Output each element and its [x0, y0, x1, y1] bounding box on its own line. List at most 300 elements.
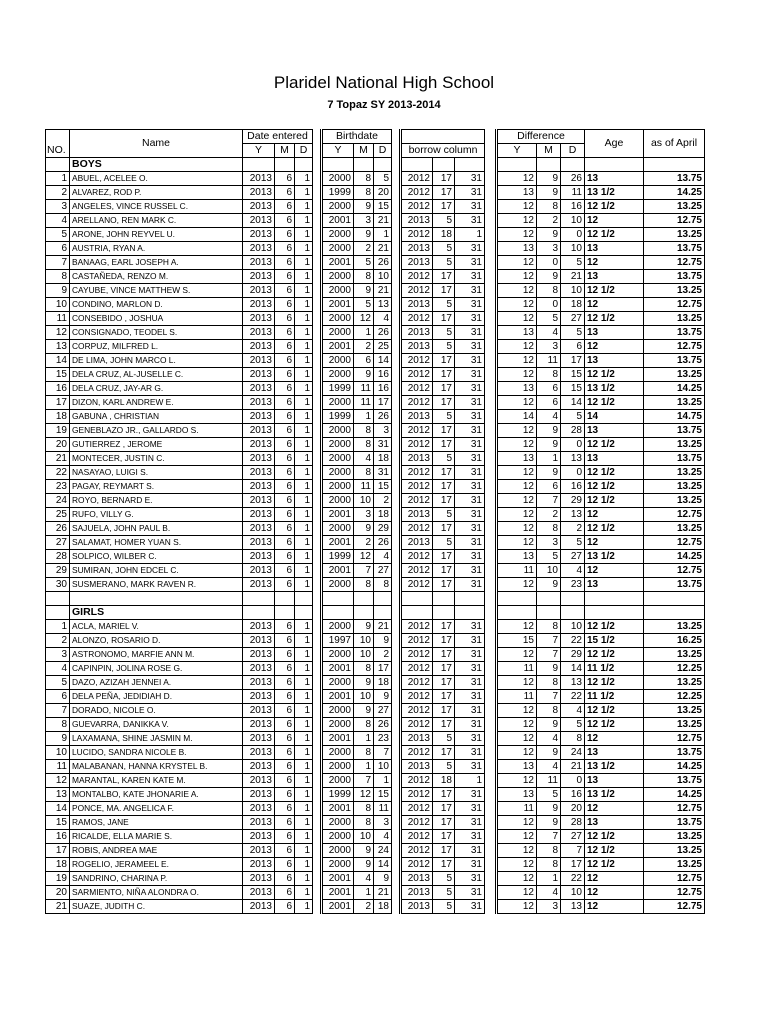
age-as-of-april: 12.25 — [644, 689, 705, 703]
age-value: 13 — [585, 578, 644, 592]
borrow-year: 2012 — [401, 675, 433, 689]
age-value: 13 — [585, 773, 644, 787]
borrow-year: 2012 — [401, 773, 433, 787]
borrow-year: 2012 — [401, 270, 433, 284]
student-name: SANDRINO, CHARINA P. — [70, 871, 243, 885]
age-as-of-april: 13.25 — [644, 619, 705, 633]
borrow-day: 31 — [455, 745, 485, 759]
borrow-month: 17 — [433, 480, 455, 494]
borrow-year: 2012 — [401, 480, 433, 494]
borrow-day: 31 — [455, 829, 485, 843]
age-as-of-april: 13.25 — [644, 200, 705, 214]
student-name: MALABANAN, HANNA KRYSTEL B. — [70, 759, 243, 773]
borrow-day: 31 — [455, 536, 485, 550]
birth-month: 3 — [354, 508, 374, 522]
birth-month: 8 — [354, 745, 374, 759]
age-as-of-april: 14.25 — [644, 787, 705, 801]
birth-month: 8 — [354, 578, 374, 592]
age-as-of-april: 13.25 — [644, 480, 705, 494]
birth-month: 2 — [354, 340, 374, 354]
birth-year: 2000 — [322, 745, 354, 759]
entered-month: 6 — [275, 675, 295, 689]
student-row — [46, 871, 705, 885]
row-number: 23 — [46, 480, 70, 494]
entered-month: 6 — [275, 619, 295, 633]
entered-month: 6 — [275, 270, 295, 284]
entered-day: 1 — [295, 745, 313, 759]
borrow-day: 31 — [455, 172, 485, 186]
row-number: 27 — [46, 536, 70, 550]
birth-month: 1 — [354, 326, 374, 340]
borrow-month: 5 — [433, 536, 455, 550]
borrow-month: 17 — [433, 857, 455, 871]
entered-month: 6 — [275, 340, 295, 354]
birth-month: 8 — [354, 717, 374, 731]
age-value: 13 — [585, 326, 644, 340]
entered-month: 6 — [275, 368, 295, 382]
diff-month: 7 — [537, 829, 561, 843]
birth-year: 2000 — [322, 829, 354, 843]
diff-year: 13 — [497, 452, 537, 466]
borrow-year: 2012 — [401, 438, 433, 452]
header-m: M — [354, 144, 374, 158]
diff-month: 7 — [537, 633, 561, 647]
age-value: 12 1/2 — [585, 228, 644, 242]
diff-year: 13 — [497, 186, 537, 200]
birth-day: 5 — [374, 172, 392, 186]
birth-year: 2000 — [322, 452, 354, 466]
diff-month: 1 — [537, 452, 561, 466]
entered-year: 2013 — [243, 354, 275, 368]
birth-year: 2000 — [322, 368, 354, 382]
entered-year: 2013 — [243, 885, 275, 899]
entered-year: 2013 — [243, 871, 275, 885]
age-value: 13 1/2 — [585, 382, 644, 396]
diff-year: 12 — [497, 354, 537, 368]
entered-month: 6 — [275, 689, 295, 703]
diff-year: 13 — [497, 242, 537, 256]
entered-month: 6 — [275, 354, 295, 368]
row-number: 7 — [46, 256, 70, 270]
entered-year: 2013 — [243, 578, 275, 592]
age-as-of-april: 13.25 — [644, 717, 705, 731]
entered-year: 2013 — [243, 494, 275, 508]
borrow-month: 17 — [433, 466, 455, 480]
entered-month: 6 — [275, 298, 295, 312]
age-value: 12 1/2 — [585, 843, 644, 857]
birth-month: 2 — [354, 899, 374, 913]
diff-month: 4 — [537, 410, 561, 424]
borrow-month: 17 — [433, 382, 455, 396]
entered-month: 6 — [275, 466, 295, 480]
entered-month: 6 — [275, 731, 295, 745]
entered-year: 2013 — [243, 564, 275, 578]
diff-day: 17 — [561, 857, 585, 871]
borrow-day: 31 — [455, 256, 485, 270]
entered-day: 1 — [295, 508, 313, 522]
borrow-day: 31 — [455, 871, 485, 885]
entered-day: 1 — [295, 522, 313, 536]
birth-year: 2000 — [322, 522, 354, 536]
borrow-month: 5 — [433, 242, 455, 256]
student-row — [46, 298, 705, 312]
birth-year: 1999 — [322, 787, 354, 801]
entered-month: 6 — [275, 815, 295, 829]
diff-year: 13 — [497, 326, 537, 340]
borrow-day: 31 — [455, 382, 485, 396]
birth-day: 26 — [374, 256, 392, 270]
borrow-day: 31 — [455, 438, 485, 452]
entered-year: 2013 — [243, 633, 275, 647]
age-as-of-april: 12.75 — [644, 564, 705, 578]
student-row — [46, 382, 705, 396]
entered-year: 2013 — [243, 312, 275, 326]
borrow-month: 5 — [433, 508, 455, 522]
entered-year: 2013 — [243, 242, 275, 256]
diff-year: 12 — [497, 424, 537, 438]
borrow-month: 17 — [433, 689, 455, 703]
student-row — [46, 647, 705, 661]
entered-month: 6 — [275, 871, 295, 885]
student-row — [46, 633, 705, 647]
diff-month: 9 — [537, 815, 561, 829]
birth-month: 12 — [354, 550, 374, 564]
student-name: ABUEL, ACELEE O. — [70, 172, 243, 186]
header-y: Y — [322, 144, 354, 158]
entered-day: 1 — [295, 661, 313, 675]
entered-year: 2013 — [243, 410, 275, 424]
diff-month: 9 — [537, 578, 561, 592]
row-number: 12 — [46, 326, 70, 340]
diff-month: 9 — [537, 172, 561, 186]
diff-year: 12 — [497, 843, 537, 857]
borrow-year: 2012 — [401, 857, 433, 871]
borrow-day: 31 — [455, 424, 485, 438]
diff-day: 28 — [561, 815, 585, 829]
birth-year: 2000 — [322, 480, 354, 494]
birth-month: 3 — [354, 214, 374, 228]
student-name: DELA CRUZ, JAY-AR G. — [70, 382, 243, 396]
entered-month: 6 — [275, 424, 295, 438]
entered-day: 1 — [295, 494, 313, 508]
birth-year: 2001 — [322, 871, 354, 885]
entered-year: 2013 — [243, 326, 275, 340]
age-as-of-april: 12.75 — [644, 801, 705, 815]
age-value: 14 — [585, 410, 644, 424]
entered-year: 2013 — [243, 759, 275, 773]
age-value: 12 1/2 — [585, 703, 644, 717]
birth-day: 14 — [374, 857, 392, 871]
birth-month: 4 — [354, 871, 374, 885]
diff-day: 5 — [561, 717, 585, 731]
student-name: SAJUELA, JOHN PAUL B. — [70, 522, 243, 536]
age-value: 12 1/2 — [585, 619, 644, 633]
entered-day: 1 — [295, 326, 313, 340]
entered-day: 1 — [295, 619, 313, 633]
birth-year: 2001 — [322, 731, 354, 745]
birth-month: 9 — [354, 843, 374, 857]
diff-year: 12 — [497, 396, 537, 410]
borrow-day: 31 — [455, 410, 485, 424]
borrow-month: 5 — [433, 256, 455, 270]
student-name: LAXAMANA, SHINE JASMIN M. — [70, 731, 243, 745]
row-number: 1 — [46, 619, 70, 633]
borrow-day: 1 — [455, 773, 485, 787]
diff-day: 13 — [561, 899, 585, 913]
borrow-month: 17 — [433, 717, 455, 731]
row-number: 3 — [46, 200, 70, 214]
birth-month: 4 — [354, 452, 374, 466]
birth-month: 8 — [354, 270, 374, 284]
entered-day: 1 — [295, 382, 313, 396]
section-label: GIRLS — [70, 605, 243, 619]
borrow-year: 2013 — [401, 410, 433, 424]
borrow-day: 31 — [455, 494, 485, 508]
borrow-day: 31 — [455, 550, 485, 564]
diff-year: 12 — [497, 745, 537, 759]
borrow-year: 2012 — [401, 647, 433, 661]
entered-day: 1 — [295, 815, 313, 829]
student-name: ALONZO, ROSARIO D. — [70, 633, 243, 647]
student-name: CORPUZ, MILFRED L. — [70, 340, 243, 354]
borrow-month: 5 — [433, 340, 455, 354]
diff-month: 7 — [537, 689, 561, 703]
diff-month: 3 — [537, 340, 561, 354]
row-number: 4 — [46, 214, 70, 228]
header-no: NO. — [46, 130, 70, 158]
borrow-month: 5 — [433, 759, 455, 773]
diff-year: 12 — [497, 619, 537, 633]
entered-day: 1 — [295, 186, 313, 200]
entered-year: 2013 — [243, 787, 275, 801]
borrow-year: 2012 — [401, 717, 433, 731]
birth-month: 8 — [354, 661, 374, 675]
entered-day: 1 — [295, 256, 313, 270]
birth-day: 14 — [374, 354, 392, 368]
diff-year: 12 — [497, 815, 537, 829]
birth-day: 11 — [374, 801, 392, 815]
borrow-year: 2012 — [401, 494, 433, 508]
birth-month: 8 — [354, 172, 374, 186]
borrow-day: 31 — [455, 522, 485, 536]
birth-month: 1 — [354, 759, 374, 773]
student-name: DIZON, KARL ANDREW E. — [70, 396, 243, 410]
entered-month: 6 — [275, 578, 295, 592]
age-value: 13 — [585, 172, 644, 186]
birth-year: 2000 — [322, 270, 354, 284]
diff-day: 13 — [561, 508, 585, 522]
borrow-month: 5 — [433, 214, 455, 228]
diff-year: 13 — [497, 759, 537, 773]
borrow-year: 2013 — [401, 871, 433, 885]
diff-year: 12 — [497, 578, 537, 592]
birth-day: 18 — [374, 508, 392, 522]
borrow-month: 17 — [433, 312, 455, 326]
birth-day: 31 — [374, 466, 392, 480]
borrow-month: 17 — [433, 801, 455, 815]
header-d: D — [295, 144, 313, 158]
borrow-year: 2013 — [401, 885, 433, 899]
student-row — [46, 829, 705, 843]
borrow-day: 31 — [455, 270, 485, 284]
diff-year: 13 — [497, 550, 537, 564]
diff-day: 16 — [561, 200, 585, 214]
birth-month: 8 — [354, 801, 374, 815]
age-value: 13 — [585, 815, 644, 829]
diff-month: 6 — [537, 382, 561, 396]
borrow-month: 17 — [433, 619, 455, 633]
age-value: 12 1/2 — [585, 466, 644, 480]
birth-day: 21 — [374, 214, 392, 228]
borrow-day: 31 — [455, 815, 485, 829]
diff-year: 12 — [497, 731, 537, 745]
section-header-row — [46, 158, 705, 172]
birth-day: 21 — [374, 242, 392, 256]
row-number: 15 — [46, 368, 70, 382]
borrow-year: 2012 — [401, 815, 433, 829]
diff-day: 10 — [561, 885, 585, 899]
birth-day: 26 — [374, 536, 392, 550]
diff-day: 29 — [561, 494, 585, 508]
entered-month: 6 — [275, 787, 295, 801]
entered-year: 2013 — [243, 731, 275, 745]
borrow-year: 2012 — [401, 661, 433, 675]
student-row — [46, 354, 705, 368]
student-name: LUCIDO, SANDRA NICOLE B. — [70, 745, 243, 759]
birth-day: 20 — [374, 186, 392, 200]
row-number: 11 — [46, 759, 70, 773]
diff-year: 12 — [497, 480, 537, 494]
row-number: 2 — [46, 186, 70, 200]
student-name: MONTALBO, KATE JHONARIE A. — [70, 787, 243, 801]
diff-year: 12 — [497, 829, 537, 843]
section-label: BOYS — [70, 158, 243, 172]
birth-year: 2001 — [322, 801, 354, 815]
diff-day: 28 — [561, 424, 585, 438]
birth-month: 8 — [354, 815, 374, 829]
diff-month: 9 — [537, 661, 561, 675]
header-y: Y — [497, 144, 537, 158]
entered-month: 6 — [275, 661, 295, 675]
student-name: DELA CRUZ, AL-JUSELLE C. — [70, 368, 243, 382]
age-value: 12 1/2 — [585, 396, 644, 410]
entered-day: 1 — [295, 466, 313, 480]
age-value: 12 1/2 — [585, 312, 644, 326]
age-value: 13 1/2 — [585, 787, 644, 801]
birth-year: 1999 — [322, 410, 354, 424]
borrow-day: 31 — [455, 466, 485, 480]
row-number: 16 — [46, 829, 70, 843]
age-as-of-april: 13.75 — [644, 270, 705, 284]
student-name: GUEVARRA, DANIKKA V. — [70, 717, 243, 731]
borrow-day: 31 — [455, 312, 485, 326]
entered-month: 6 — [275, 647, 295, 661]
borrow-year: 2013 — [401, 759, 433, 773]
diff-month: 11 — [537, 773, 561, 787]
age-as-of-april: 12.75 — [644, 536, 705, 550]
entered-month: 6 — [275, 214, 295, 228]
birth-day: 17 — [374, 661, 392, 675]
diff-month: 9 — [537, 745, 561, 759]
student-name: SUAZE, JUDITH C. — [70, 899, 243, 913]
age-value: 12 1/2 — [585, 717, 644, 731]
birth-day: 18 — [374, 675, 392, 689]
row-number: 21 — [46, 452, 70, 466]
student-name: GENEBLAZO JR., GALLARDO S. — [70, 424, 243, 438]
age-value: 12 — [585, 256, 644, 270]
borrow-day: 31 — [455, 899, 485, 913]
entered-day: 1 — [295, 689, 313, 703]
birth-year: 2000 — [322, 242, 354, 256]
borrow-year: 2012 — [401, 619, 433, 633]
borrow-day: 31 — [455, 200, 485, 214]
birth-year: 2001 — [322, 340, 354, 354]
diff-month: 8 — [537, 843, 561, 857]
age-as-of-april: 13.75 — [644, 815, 705, 829]
row-number: 7 — [46, 703, 70, 717]
birth-month: 10 — [354, 647, 374, 661]
entered-month: 6 — [275, 801, 295, 815]
entered-day: 1 — [295, 647, 313, 661]
entered-month: 6 — [275, 382, 295, 396]
diff-day: 14 — [561, 661, 585, 675]
birth-day: 25 — [374, 340, 392, 354]
entered-day: 1 — [295, 731, 313, 745]
age-as-of-april: 14.25 — [644, 186, 705, 200]
student-name: ARONE, JOHN REYVEL U. — [70, 228, 243, 242]
diff-year: 12 — [497, 438, 537, 452]
birth-day: 18 — [374, 452, 392, 466]
borrow-day: 31 — [455, 284, 485, 298]
entered-day: 1 — [295, 228, 313, 242]
age-value: 12 1/2 — [585, 857, 644, 871]
diff-year: 11 — [497, 661, 537, 675]
age-as-of-april: 12.75 — [644, 256, 705, 270]
diff-day: 22 — [561, 871, 585, 885]
age-as-of-april: 12.75 — [644, 508, 705, 522]
diff-year: 12 — [497, 508, 537, 522]
age-as-of-april: 13.75 — [644, 326, 705, 340]
birth-month: 12 — [354, 787, 374, 801]
row-number: 13 — [46, 340, 70, 354]
student-row — [46, 717, 705, 731]
student-name: ROBIS, ANDREA MAE — [70, 843, 243, 857]
birth-year: 2000 — [322, 717, 354, 731]
borrow-month: 17 — [433, 438, 455, 452]
birth-month: 7 — [354, 564, 374, 578]
diff-year: 12 — [497, 214, 537, 228]
borrow-year: 2012 — [401, 228, 433, 242]
age-value: 12 1/2 — [585, 522, 644, 536]
age-value: 13 — [585, 452, 644, 466]
student-name: DE LIMA, JOHN MARCO L. — [70, 354, 243, 368]
diff-month: 7 — [537, 647, 561, 661]
age-as-of-april: 13.75 — [644, 745, 705, 759]
diff-year: 12 — [497, 172, 537, 186]
borrow-month: 17 — [433, 843, 455, 857]
age-as-of-april: 13.75 — [644, 578, 705, 592]
diff-year: 12 — [497, 871, 537, 885]
diff-day: 16 — [561, 480, 585, 494]
birth-day: 4 — [374, 829, 392, 843]
section-header-row — [46, 605, 705, 619]
birth-year: 2001 — [322, 508, 354, 522]
student-name: AUSTRIA, RYAN A. — [70, 242, 243, 256]
diff-month: 8 — [537, 522, 561, 536]
entered-day: 1 — [295, 703, 313, 717]
diff-month: 3 — [537, 536, 561, 550]
entered-day: 1 — [295, 717, 313, 731]
